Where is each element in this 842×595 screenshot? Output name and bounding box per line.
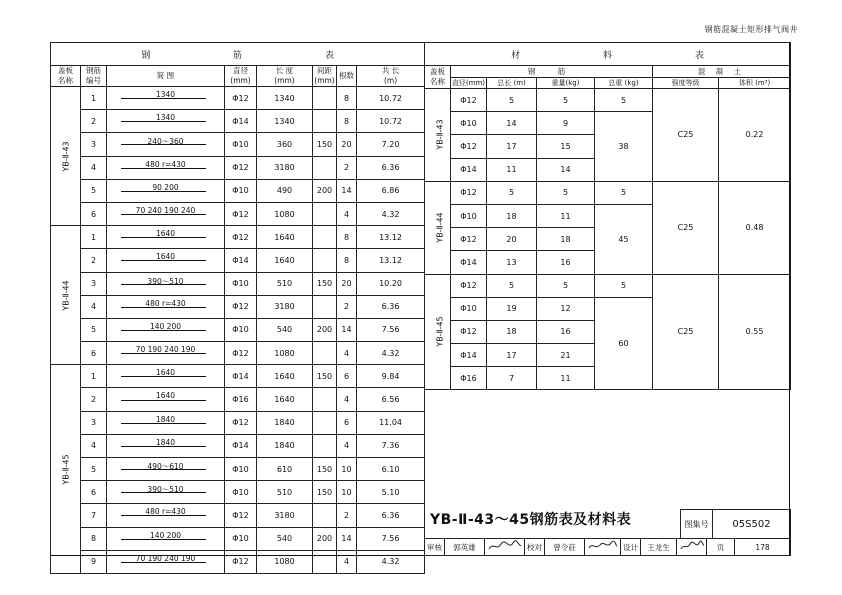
rebar-row [51,527,425,550]
mat-diameter: Φ10 [451,297,487,320]
bar-sketch-label: 140 200 [149,321,181,331]
mat-total-weight: 38 [595,112,653,182]
bar-total-length: 4.32 [357,550,425,573]
bar-sketch-label: 70 240 190 240 [135,205,196,215]
page-header-title: 钢筋混凝土矩形排气阀井 [704,25,798,34]
bar-sketch-label: 480 r=430 [145,298,186,308]
bar-spacing [313,202,337,225]
bar-length: 1340 [257,110,313,133]
bar-spacing: 150 [313,365,337,388]
header-spacing: 间距 (mm) [314,66,335,85]
mat-weight: 9 [537,112,595,135]
bar-count: 2 [337,295,357,318]
bar-number: 5 [81,179,107,202]
rebar-table-title: 钢 筋 表 [51,43,425,66]
bar-spacing [313,550,337,573]
design-label: 设计 [621,539,641,556]
bar-count: 6 [337,411,357,434]
bar-sketch [107,342,225,365]
bar-count: 4 [337,388,357,411]
page-number: 178 [735,539,791,556]
bar-sketch [107,87,225,110]
bar-total-length: 11.04 [357,411,425,434]
bar-diameter: Φ10 [225,318,257,341]
bar-length: 3180 [257,295,313,318]
rebar-group-name: YB-Ⅱ-43 [51,87,81,226]
bar-length: 1640 [257,388,313,411]
atlas-number: 05S502 [713,510,791,539]
bar-sketch-label: 90 200 [152,182,179,192]
bar-number: 1 [81,87,107,110]
bar-number: 4 [81,434,107,457]
mat-header-volume: 体积 (m³) [719,78,791,89]
mat-diameter: Φ12 [451,274,487,297]
mat-length: 5 [487,274,537,297]
bar-count: 8 [337,249,357,272]
material-group-name: YB-Ⅱ-43 [425,89,451,182]
mat-length: 18 [487,204,537,227]
mat-diameter: Φ14 [451,251,487,274]
bar-length: 1840 [257,434,313,457]
mat-weight: 11 [537,367,595,390]
bar-total-length: 6.36 [357,504,425,527]
header-diameter: 直径 (mm) [225,66,257,87]
header-board-name: 盖板 名称 [51,66,81,87]
bar-sketch-label: 1640 [155,391,176,401]
bar-sketch-label: 390～510 [147,276,184,286]
bar-total-length: 6.36 [357,295,425,318]
bar-diameter: Φ16 [225,388,257,411]
mat-total-weight-first: 5 [595,89,653,112]
rebar-row [51,481,425,504]
bar-diameter: Φ10 [225,458,257,481]
bar-diameter: Φ10 [225,179,257,202]
designer-name: 王龙生 [641,539,677,556]
bar-count: 8 [337,87,357,110]
bar-total-length: 6.56 [357,388,425,411]
bar-count: 4 [337,550,357,573]
bar-sketch [107,481,225,504]
bar-length: 1840 [257,411,313,434]
bar-sketch-label: 140 200 [149,530,181,540]
bar-length: 1640 [257,249,313,272]
bar-diameter: Φ12 [225,87,257,110]
mat-header-board-name: 盖板 名称 [425,66,451,89]
rebar-row [51,458,425,481]
bar-count: 8 [337,226,357,249]
rebar-group-name: YB-Ⅱ-44 [51,226,81,365]
bar-sketch [107,434,225,457]
header-length: 长 度 (mm) [257,66,313,87]
bar-sketch-label: 1640 [155,368,176,378]
checker-signature [585,539,621,556]
bar-spacing [313,87,337,110]
mat-weight: 5 [537,181,595,204]
bar-sketch [107,156,225,179]
mat-weight: 16 [537,320,595,343]
bar-count: 20 [337,133,357,156]
atlas-info [680,509,791,539]
bar-diameter: Φ10 [225,133,257,156]
bar-length: 3180 [257,504,313,527]
rebar-row [51,202,425,225]
mat-weight: 15 [537,135,595,158]
bar-sketch [107,365,225,388]
bar-sketch [107,458,225,481]
bar-spacing [313,342,337,365]
rebar-table [50,42,425,574]
bar-number: 7 [81,504,107,527]
mat-weight: 5 [537,274,595,297]
bar-diameter: Φ12 [225,550,257,573]
bar-number: 2 [81,110,107,133]
rebar-row [51,272,425,295]
bar-diameter: Φ12 [225,411,257,434]
rebar-row [51,226,425,249]
bar-sketch [107,249,225,272]
bar-spacing [313,226,337,249]
bar-sketch-label: 480 r=430 [145,507,186,517]
bar-diameter: Φ14 [225,110,257,133]
page-label: 页 [707,539,735,556]
bar-number: 3 [81,411,107,434]
bar-spacing [313,504,337,527]
bar-spacing: 150 [313,458,337,481]
mat-total-weight-first: 5 [595,274,653,297]
bar-sketch [107,272,225,295]
bar-sketch-label: 240～360 [147,137,184,147]
rebar-row [51,550,425,573]
mat-header-steel: 钢 筋 [451,66,653,78]
bar-sketch [107,179,225,202]
bar-spacing: 150 [313,272,337,295]
bar-length: 360 [257,133,313,156]
mat-diameter: Φ12 [451,181,487,204]
bar-count: 4 [337,202,357,225]
mat-header-weight: 重量(kg) [537,78,595,89]
bar-count: 4 [337,342,357,365]
material-row [425,89,791,112]
bar-total-length: 10.72 [357,87,425,110]
mat-total-weight: 60 [595,297,653,390]
bar-count: 6 [337,365,357,388]
bar-sketch [107,202,225,225]
mat-length: 18 [487,320,537,343]
mat-total-weight-first: 5 [595,181,653,204]
bar-total-length: 4.32 [357,202,425,225]
bar-length: 490 [257,179,313,202]
mat-diameter: Φ12 [451,228,487,251]
bar-sketch [107,295,225,318]
bar-total-length: 7.56 [357,318,425,341]
material-table [424,42,791,390]
bar-sketch [107,226,225,249]
mat-weight: 5 [537,89,595,112]
bar-spacing [313,411,337,434]
bar-sketch-label: 1840 [155,414,176,424]
bar-spacing [313,110,337,133]
bar-length: 1080 [257,550,313,573]
bar-spacing: 150 [313,481,337,504]
mat-length: 17 [487,344,537,367]
mat-header-concrete: 混 凝 土 [653,66,791,78]
bar-diameter: Φ10 [225,527,257,550]
rebar-row [51,388,425,411]
review-label: 审核 [425,539,445,556]
bar-length: 510 [257,481,313,504]
concrete-volume: 0.55 [719,274,791,390]
mat-length: 7 [487,367,537,390]
bar-total-length: 10.72 [357,110,425,133]
rebar-row [51,179,425,202]
bar-number: 5 [81,318,107,341]
mat-diameter: Φ12 [451,135,487,158]
bar-length: 540 [257,318,313,341]
rebar-row [51,110,425,133]
bar-sketch-label: 1340 [155,113,176,123]
mat-diameter: Φ14 [451,344,487,367]
bar-number: 4 [81,156,107,179]
bar-number: 1 [81,365,107,388]
checker-name: 曾令莊 [545,539,585,556]
bar-sketch [107,110,225,133]
mat-total-weight: 45 [595,204,653,274]
concrete-volume: 0.48 [719,181,791,274]
mat-weight: 14 [537,158,595,181]
bar-count: 14 [337,527,357,550]
atlas-label: 图集号 [681,510,713,539]
mat-weight: 12 [537,297,595,320]
bar-total-length: 9.84 [357,365,425,388]
bar-length: 510 [257,272,313,295]
bar-number: 8 [81,527,107,550]
mat-diameter: Φ10 [451,112,487,135]
rebar-row [51,365,425,388]
bar-sketch-label: 70 190 240 190 [135,553,196,563]
bar-total-length: 4.32 [357,342,425,365]
mat-diameter: Φ12 [451,320,487,343]
bar-sketch [107,133,225,156]
mat-header-diameter: 直径(mm) [451,79,486,87]
bar-sketch [107,527,225,550]
bar-diameter: Φ12 [225,504,257,527]
bar-count: 10 [337,481,357,504]
bar-spacing: 200 [313,179,337,202]
mat-diameter: Φ16 [451,367,487,390]
rebar-row [51,87,425,110]
reviewer-name: 郭英雄 [445,539,485,556]
designer-signature [677,539,707,556]
bar-count: 14 [337,318,357,341]
bar-diameter: Φ14 [225,249,257,272]
bar-count: 14 [337,179,357,202]
mat-diameter: Φ12 [451,89,487,112]
bar-diameter: Φ14 [225,434,257,457]
mat-weight: 18 [537,228,595,251]
material-group-name: YB-Ⅱ-45 [425,274,451,390]
header-count: 根数 [337,66,357,87]
bar-total-length: 10.20 [357,272,425,295]
mat-header-total-length: 总长 (m) [487,78,537,89]
header-sketch: 简 图 [107,66,225,87]
bar-total-length: 7.36 [357,434,425,457]
mat-length: 19 [487,297,537,320]
rebar-row [51,342,425,365]
bar-length: 1080 [257,342,313,365]
bar-sketch-label: 1340 [155,90,176,99]
bar-sketch-label: 70 190 240 190 [135,345,196,355]
rebar-row [51,133,425,156]
bar-number: 5 [81,458,107,481]
bar-diameter: Φ12 [225,342,257,365]
bar-sketch-label: 480 r=430 [145,159,186,169]
mat-weight: 16 [537,251,595,274]
signature-row [424,538,791,556]
material-row [425,274,791,297]
bar-number: 1 [81,226,107,249]
bar-number: 3 [81,133,107,156]
bar-total-length: 5.10 [357,481,425,504]
mat-length: 20 [487,228,537,251]
bar-sketch [107,388,225,411]
bar-number: 4 [81,295,107,318]
reviewer-signature [485,539,525,556]
bar-sketch-label: 1640 [155,252,176,262]
bar-count: 2 [337,504,357,527]
bar-count: 2 [337,156,357,179]
material-group-name: YB-Ⅱ-44 [425,181,451,274]
bar-total-length: 7.56 [357,527,425,550]
mat-length: 5 [487,89,537,112]
rebar-row [51,318,425,341]
bar-diameter: Φ10 [225,272,257,295]
mat-length: 5 [487,181,537,204]
material-row [425,181,791,204]
rebar-row [51,156,425,179]
bar-length: 540 [257,527,313,550]
bar-spacing [313,249,337,272]
bar-total-length: 13.12 [357,249,425,272]
bar-total-length: 13.12 [357,226,425,249]
mat-length: 14 [487,112,537,135]
rebar-row [51,411,425,434]
mat-weight: 21 [537,344,595,367]
bar-sketch [107,550,225,573]
bar-length: 1640 [257,226,313,249]
bar-number: 6 [81,202,107,225]
bar-total-length: 6.36 [357,156,425,179]
bar-spacing [313,156,337,179]
bar-diameter: Φ12 [225,156,257,179]
bar-sketch-label: 1840 [155,437,176,447]
mat-header-grade: 强度等级 [653,78,719,89]
concrete-grade: C25 [653,89,719,182]
bar-number: 9 [81,550,107,573]
bar-length: 1640 [257,365,313,388]
bar-length: 3180 [257,156,313,179]
bar-number: 2 [81,388,107,411]
bar-sketch-label: 1640 [155,229,176,239]
bar-diameter: Φ14 [225,365,257,388]
material-table-title: 材 料 表 [425,43,791,66]
bar-length: 1340 [257,87,313,110]
rebar-row [51,249,425,272]
bar-number: 6 [81,342,107,365]
bar-spacing [313,388,337,411]
concrete-volume: 0.22 [719,89,791,182]
bar-number: 3 [81,272,107,295]
bar-count: 8 [337,110,357,133]
bar-count: 4 [337,434,357,457]
mat-weight: 11 [537,204,595,227]
bar-spacing [313,434,337,457]
bar-total-length: 6.10 [357,458,425,481]
mat-length: 17 [487,135,537,158]
bar-diameter: Φ10 [225,481,257,504]
bar-diameter: Φ12 [225,202,257,225]
bar-spacing [313,295,337,318]
drawing-caption: YB-Ⅱ-43～45钢筋表及材料表 [430,512,632,528]
mat-diameter: Φ10 [451,204,487,227]
mat-length: 11 [487,158,537,181]
rebar-group-name: YB-Ⅱ-45 [51,365,81,574]
bar-number: 6 [81,481,107,504]
bar-diameter: Φ12 [225,295,257,318]
concrete-grade: C25 [653,274,719,390]
rebar-row [51,295,425,318]
bar-number: 2 [81,249,107,272]
bar-count: 10 [337,458,357,481]
mat-header-total-weight: 总重 (kg) [595,78,653,89]
bar-total-length: 7.20 [357,133,425,156]
header-bar-no: 钢筋 编号 [81,66,107,87]
bar-length: 610 [257,458,313,481]
bar-spacing: 200 [313,318,337,341]
bar-length: 1080 [257,202,313,225]
header-total-length: 共 长 (m) [357,66,425,87]
mat-length: 13 [487,251,537,274]
bar-sketch [107,504,225,527]
concrete-grade: C25 [653,181,719,274]
bar-spacing: 150 [313,133,337,156]
bar-total-length: 6.86 [357,179,425,202]
bar-sketch-label: 490～610 [147,462,184,471]
bar-spacing: 200 [313,527,337,550]
bar-count: 20 [337,272,357,295]
rebar-row [51,434,425,457]
mat-diameter: Φ14 [451,158,487,181]
check-label: 校对 [525,539,545,556]
bar-sketch [107,318,225,341]
bar-sketch-label: 390～510 [147,485,184,495]
bar-diameter: Φ12 [225,226,257,249]
rebar-row [51,504,425,527]
bar-sketch [107,411,225,434]
